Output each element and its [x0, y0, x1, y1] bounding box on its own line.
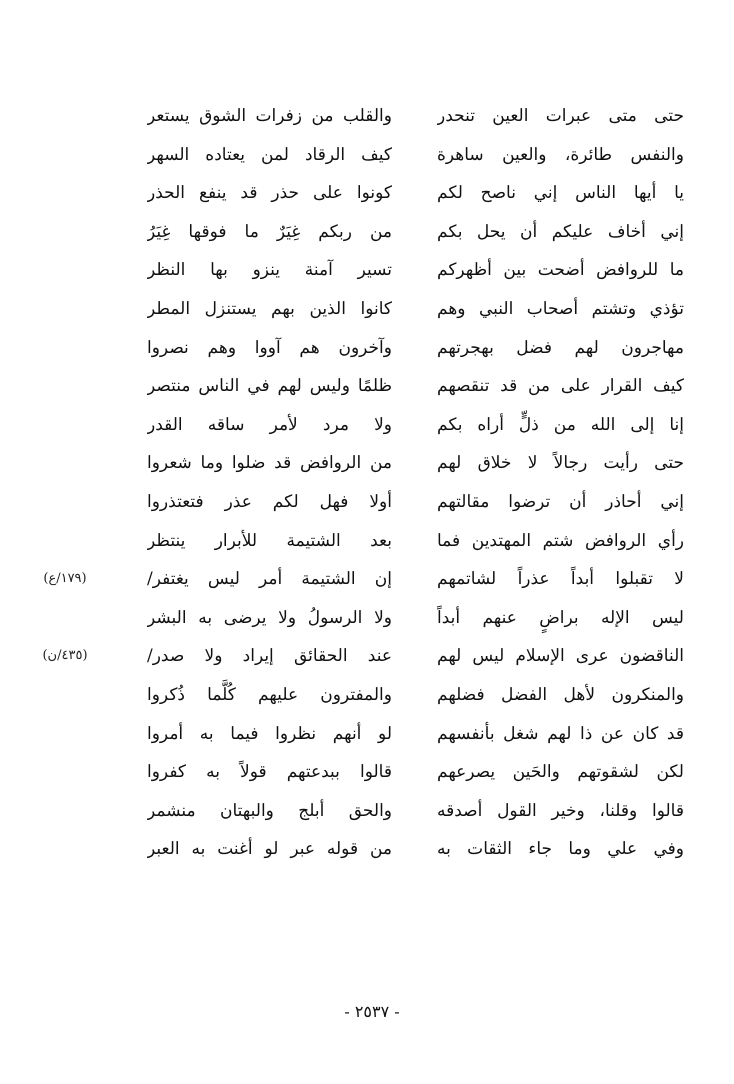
verse-second-hemistich: من قوله عبر لو أغنت به العبر — [147, 839, 392, 859]
verse-row — [0, 96, 734, 136]
verse-row — [0, 714, 734, 754]
manuscript-folio-reference: (٤٣٥/ن) — [42, 648, 88, 663]
manuscript-folio-reference: (١٧٩/ع) — [43, 571, 87, 586]
verse-second-hemistich: تسير آمنة ينزو بها النظر — [147, 260, 392, 280]
verse-row — [0, 212, 734, 252]
verse-second-hemistich: ظلمًا وليس لهم في الناس منتصر — [147, 376, 392, 396]
verse-second-hemistich: من ربكم غِيَرٌ ما فوقها غِيَرُ — [147, 222, 392, 242]
verse-row — [0, 173, 734, 213]
verse-first-hemistich: قالوا وقلنا، وخير القول أصدقه — [437, 801, 684, 821]
verse-second-hemistich: إن الشتيمة أمر ليس يغتفر/ — [147, 569, 392, 589]
verse-second-hemistich: أولا فهل لكم عذر فتعتذروا — [147, 492, 392, 512]
verse-second-hemistich: من الروافض قد ضلوا وما شعروا — [147, 453, 392, 473]
verse-row — [0, 598, 734, 638]
verse-row — [0, 250, 734, 290]
verse-second-hemistich: والحق أبلج والبهتان منشمر — [147, 801, 392, 821]
verse-first-hemistich: والنفس طائرة، والعين ساهرة — [437, 145, 684, 165]
verse-row — [0, 675, 734, 715]
verse-row — [0, 328, 734, 368]
verse-first-hemistich: والمنكرون لأهل الفضل فضلهم — [437, 685, 684, 705]
verse-row — [0, 482, 734, 522]
verse-row — [0, 521, 734, 561]
verse-row — [0, 405, 734, 445]
verse-first-hemistich: مهاجرون لهم فضل بهجرتهم — [437, 338, 684, 358]
verse-second-hemistich: وآخرون هم آووا وهم نصروا — [147, 338, 392, 358]
verse-row — [0, 443, 734, 483]
verse-row — [0, 791, 734, 831]
verse-second-hemistich: عند الحقائق إيراد ولا صدر/ — [147, 646, 392, 666]
verse-first-hemistich: لا تقبلوا أبداً عذراً لشاتمهم — [437, 569, 684, 589]
verse-second-hemistich: والمفترون عليهم كُلَّما ذُكروا — [147, 685, 392, 705]
verse-first-hemistich: تؤذي وتشتم أصحاب النبي وهم — [437, 299, 684, 319]
verse-first-hemistich: حتى رأيت رجالاً لا خلاق لهم — [437, 453, 684, 473]
verse-second-hemistich: ولا مرد لأمر ساقه القدر — [147, 415, 392, 435]
verse-row — [0, 289, 734, 329]
verse-first-hemistich: حتى متى عبرات العين تنحدر — [437, 106, 684, 126]
verse-first-hemistich: ما للروافض أضحت بين أظهركم — [437, 260, 684, 280]
verse-row — [0, 829, 734, 869]
verse-second-hemistich: كانوا الذين بهم يستنزل المطر — [147, 299, 392, 319]
verse-second-hemistich: ولا الرسولُ ولا يرضى به البشر — [147, 608, 392, 628]
verse-first-hemistich: كيف القرار على من قد تنقصهم — [437, 376, 684, 396]
page-number: - ٢٥٣٧ - — [344, 1002, 400, 1021]
verse-row — [0, 752, 734, 792]
verse-second-hemistich: كيف الرقاد لمن يعتاده السهر — [147, 145, 392, 165]
verse-second-hemistich: كونوا على حذر قد ينفع الحذر — [147, 183, 392, 203]
verse-row — [0, 366, 734, 406]
verse-first-hemistich: قد كان عن ذا لهم شغل بأنفسهم — [437, 724, 684, 744]
verse-first-hemistich: إنا إلى الله من ذلٍّ أراه بكم — [437, 415, 684, 435]
verse-first-hemistich: يا أيها الناس إني ناصح لكم — [437, 183, 684, 203]
verse-first-hemistich: ليس الإله براضٍ عنهم أبداً — [437, 608, 684, 628]
verse-first-hemistich: وفي علي وما جاء الثقات به — [437, 839, 684, 859]
verse-second-hemistich: لو أنهم نظروا فيما به أمروا — [147, 724, 392, 744]
verse-row — [0, 135, 734, 175]
verse-second-hemistich: والقلب من زفرات الشوق يستعر — [147, 106, 392, 126]
verse-second-hemistich: قالوا ببدعتهم قولاً به كفروا — [147, 762, 392, 782]
verse-second-hemistich: بعد الشتيمة للأبرار ينتظر — [147, 531, 392, 551]
verse-first-hemistich: الناقضون عرى الإسلام ليس لهم — [437, 646, 684, 666]
verse-first-hemistich: لكن لشقوتهم والحَين يصرعهم — [437, 762, 684, 782]
verse-row — [0, 559, 734, 599]
verse-row — [0, 636, 734, 676]
verse-first-hemistich: إني أحاذر أن ترضوا مقالتهم — [437, 492, 684, 512]
verse-first-hemistich: رأي الروافض شتم المهتدين فما — [437, 531, 684, 551]
verse-first-hemistich: إني أخاف عليكم أن يحل بكم — [437, 222, 684, 242]
